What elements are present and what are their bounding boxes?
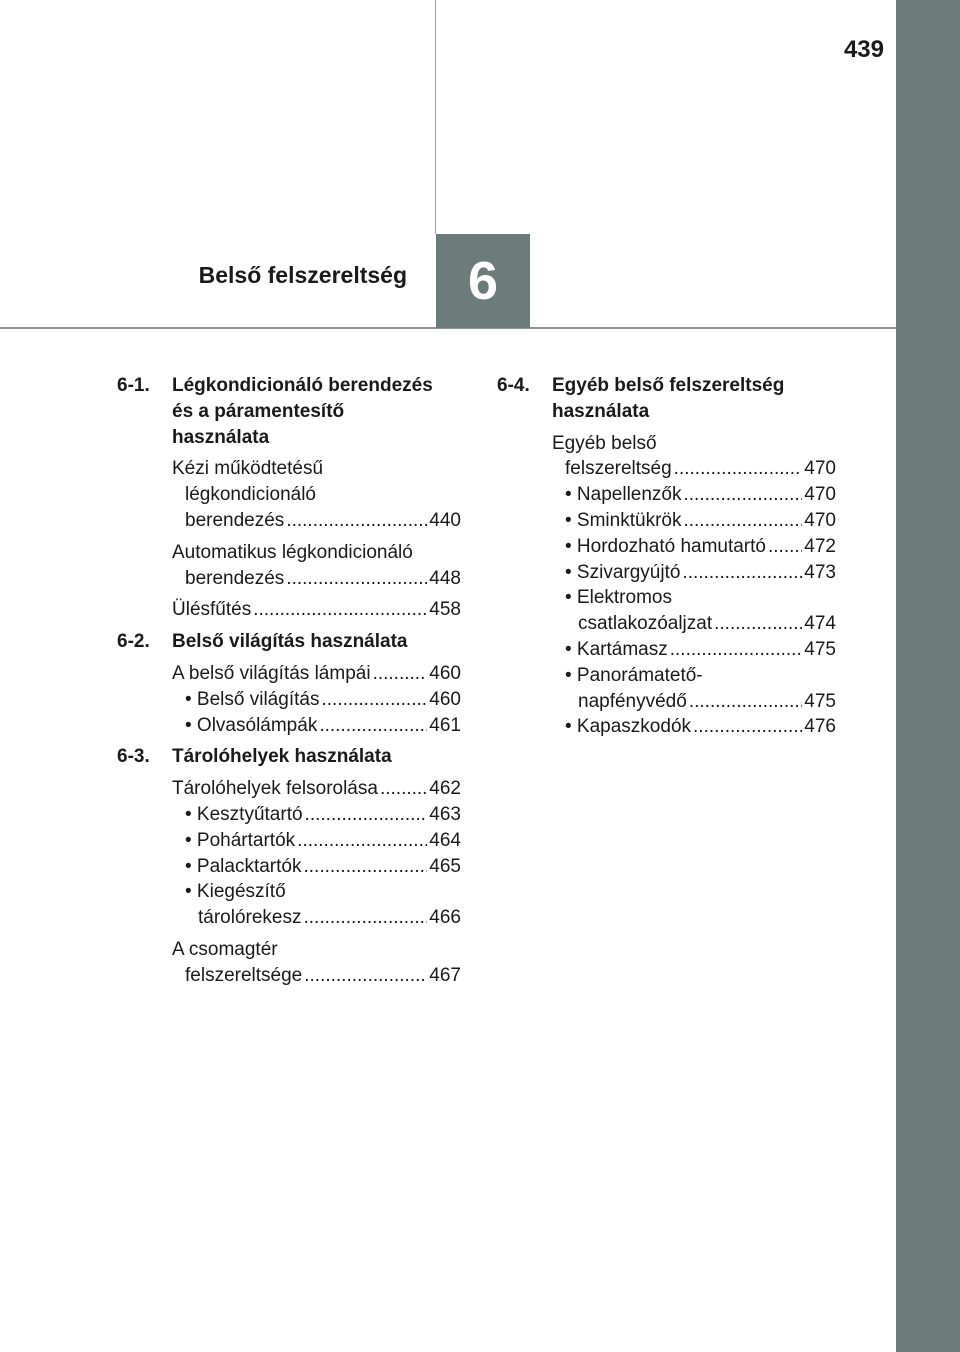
dot-leader [684,482,803,508]
section-title [172,373,461,450]
toc-entry[interactable] [552,431,836,741]
toc-bullet-item[interactable] [552,714,836,740]
toc-page-number: 475 [804,690,836,712]
toc-bullet-item[interactable] [552,508,836,534]
dot-leader [304,905,428,931]
toc-entry-text: Ülésfűtés [172,599,252,621]
dot-leader [373,661,428,687]
dot-leader [682,560,802,586]
section-title [552,373,836,425]
chapter-number-box [436,234,530,328]
toc-entry-text: • Belső világítás [185,688,320,710]
toc-page-number: 466 [429,907,461,929]
toc-entry-text: tárolórekesz [198,907,302,929]
toc-line [172,687,461,713]
toc-left-column [117,373,461,995]
toc-line [172,963,461,989]
toc-entry-text: • Palacktartók [185,855,302,877]
toc-entry[interactable] [172,937,461,989]
section-heading [117,373,461,450]
toc-bullet-list [172,802,461,931]
toc-entries [117,456,461,623]
chapter-number: 6 [467,251,499,311]
dot-leader [286,566,427,592]
toc-entries [117,776,461,988]
toc-page-number: 448 [429,567,461,589]
section-title-line: Egyéb belső felszereltség [552,375,785,396]
toc-entry-text: • Kapaszkodók [565,716,692,738]
section-number: 6-2. [117,631,150,653]
section-number: 6-4. [497,375,530,396]
toc-entry[interactable] [172,776,461,931]
dot-leader [714,611,802,637]
toc-page-number: 470 [804,509,836,531]
toc-entry-text: felszereltsége [185,964,303,986]
toc-bullet-item[interactable] [172,713,461,739]
toc-entry-text: napfényvédő [578,690,687,712]
toc-entry-text: • Hordozható hamutartó [565,535,766,557]
section-title [172,629,461,655]
toc-page-number: 470 [804,484,836,506]
toc-entry[interactable] [172,597,461,623]
section-title [172,744,461,770]
toc-line [552,482,836,508]
toc-page-number: 460 [429,662,461,684]
toc-bullet-item[interactable] [172,802,461,828]
dot-leader [670,637,803,663]
dot-leader [253,597,427,623]
toc-entries [117,661,461,738]
toc-line [172,540,461,566]
toc-line [552,508,836,534]
dot-leader [304,963,427,989]
toc-entry[interactable] [172,456,461,533]
toc-bullet-item[interactable] [552,585,836,637]
toc-line [172,802,461,828]
toc-entry-text: Tárolóhelyek felsorolása [172,778,378,800]
chapter-title: Belső felszereltség [198,262,407,288]
toc-entry-text: • Panorámatető- [565,664,703,686]
toc-bullet-list [552,482,836,740]
toc-entry[interactable] [172,661,461,738]
toc-bullet-item[interactable] [552,637,836,663]
toc-line [172,482,461,508]
toc-page-number: 461 [429,714,461,736]
dot-leader [305,802,428,828]
toc-page-number: 473 [804,561,836,583]
toc-entry-text: berendezés [185,509,285,531]
toc-bullet-item[interactable] [552,534,836,560]
section-title-line: Belső világítás használata [172,631,408,653]
toc-page-number: 474 [804,613,836,635]
toc-section [117,373,461,623]
toc-page-number: 458 [429,599,461,621]
dot-leader [319,713,427,739]
section-title-line: Tárolóhelyek használata [172,746,392,768]
toc-entry-text: • Kesztyűtartó [185,803,303,825]
dot-leader [683,508,802,534]
dot-leader [321,687,427,713]
toc-entry-text: A csomagtér [172,938,278,960]
section-number: 6-1. [117,375,150,396]
toc-line [552,585,836,611]
toc-page-number: 465 [429,855,461,877]
toc-line [172,937,461,963]
toc-entry[interactable] [172,540,461,592]
toc-entry-text: Automatikus légkondicionáló [172,541,413,563]
toc-line [172,713,461,739]
toc-line [552,714,836,740]
toc-page-number: 470 [804,458,836,480]
section-number: 6-3. [117,746,150,768]
toc-bullet-item[interactable] [552,663,836,715]
toc-line [172,854,461,880]
toc-entries [497,431,836,741]
toc-bullet-item[interactable] [552,482,836,508]
dot-leader [693,714,802,740]
toc-entry-text: • Olvasólámpák [185,714,318,736]
toc-bullet-list [172,687,461,739]
toc-page-number: 476 [804,716,836,738]
section-title-line: használata [172,426,270,448]
dot-leader [768,534,802,560]
chapter-sidebar-tab [896,0,960,1352]
page-number: 439 [843,36,884,63]
dot-leader [303,854,427,880]
dot-leader [297,828,427,854]
toc-page-number: 462 [429,778,461,800]
vertical-rule [435,0,436,234]
toc-page-number: 460 [429,688,461,710]
toc-section [117,629,461,738]
toc-page-number: 475 [804,638,836,660]
toc-entry-text: • Kartámasz [565,638,668,660]
section-title-line: Légkondicionáló berendezés [172,375,433,396]
toc-line [172,661,461,687]
toc-line [172,508,461,534]
section-heading [117,744,461,770]
toc-line [552,637,836,663]
toc-line [172,828,461,854]
toc-section [497,373,836,740]
toc-section [117,744,461,988]
toc-entry-text: felszereltség [565,458,672,480]
toc-line [552,611,836,637]
toc-line [552,663,836,689]
dot-leader [674,456,803,482]
toc-bullet-item[interactable] [172,828,461,854]
toc-line [552,534,836,560]
dot-leader [286,508,427,534]
toc-bullet-item[interactable] [172,687,461,713]
toc-line [552,689,836,715]
toc-line [552,431,836,457]
toc-entry-text: • Kiegészítő [185,881,286,903]
toc-page-number: 472 [804,535,836,557]
toc-entry-text: • Szivargyújtó [565,561,681,583]
toc-line [172,905,461,931]
toc-entry-text: Egyéb belső [552,432,657,454]
dot-leader [380,776,427,802]
section-heading [117,629,461,655]
section-title-line: használata [552,400,650,422]
section-heading [497,373,836,425]
toc-page-number: 464 [429,829,461,851]
toc-line [172,566,461,592]
toc-line [172,776,461,802]
toc-right-column [497,373,836,746]
toc-line [172,597,461,623]
toc-entry-text: • Sminktükrök [565,509,682,531]
toc-entry-text: berendezés [185,567,285,589]
toc-page-number: 463 [429,803,461,825]
section-title-line: és a páramentesítő [172,400,345,422]
toc-bullet-item[interactable] [172,879,461,931]
toc-entry-text: • Elektromos [565,587,672,609]
toc-page-number: 467 [429,964,461,986]
toc-entry-text: csatlakozóaljzat [578,613,713,635]
toc-entry-text: • Napellenzők [565,484,682,506]
toc-entry-text: • Pohártartók [185,829,296,851]
toc-bullet-item[interactable] [172,854,461,880]
toc-line [172,456,461,482]
toc-entry-text: légkondicionáló [185,484,316,506]
toc-entry-text: Kézi működtetésű [172,458,324,480]
toc-page-number: 440 [429,509,461,531]
toc-line [552,456,836,482]
toc-line [552,560,836,586]
toc-entry-text: A belső világítás lámpái [172,662,371,684]
toc-line [172,879,461,905]
toc-bullet-item[interactable] [552,560,836,586]
dot-leader [689,689,802,715]
